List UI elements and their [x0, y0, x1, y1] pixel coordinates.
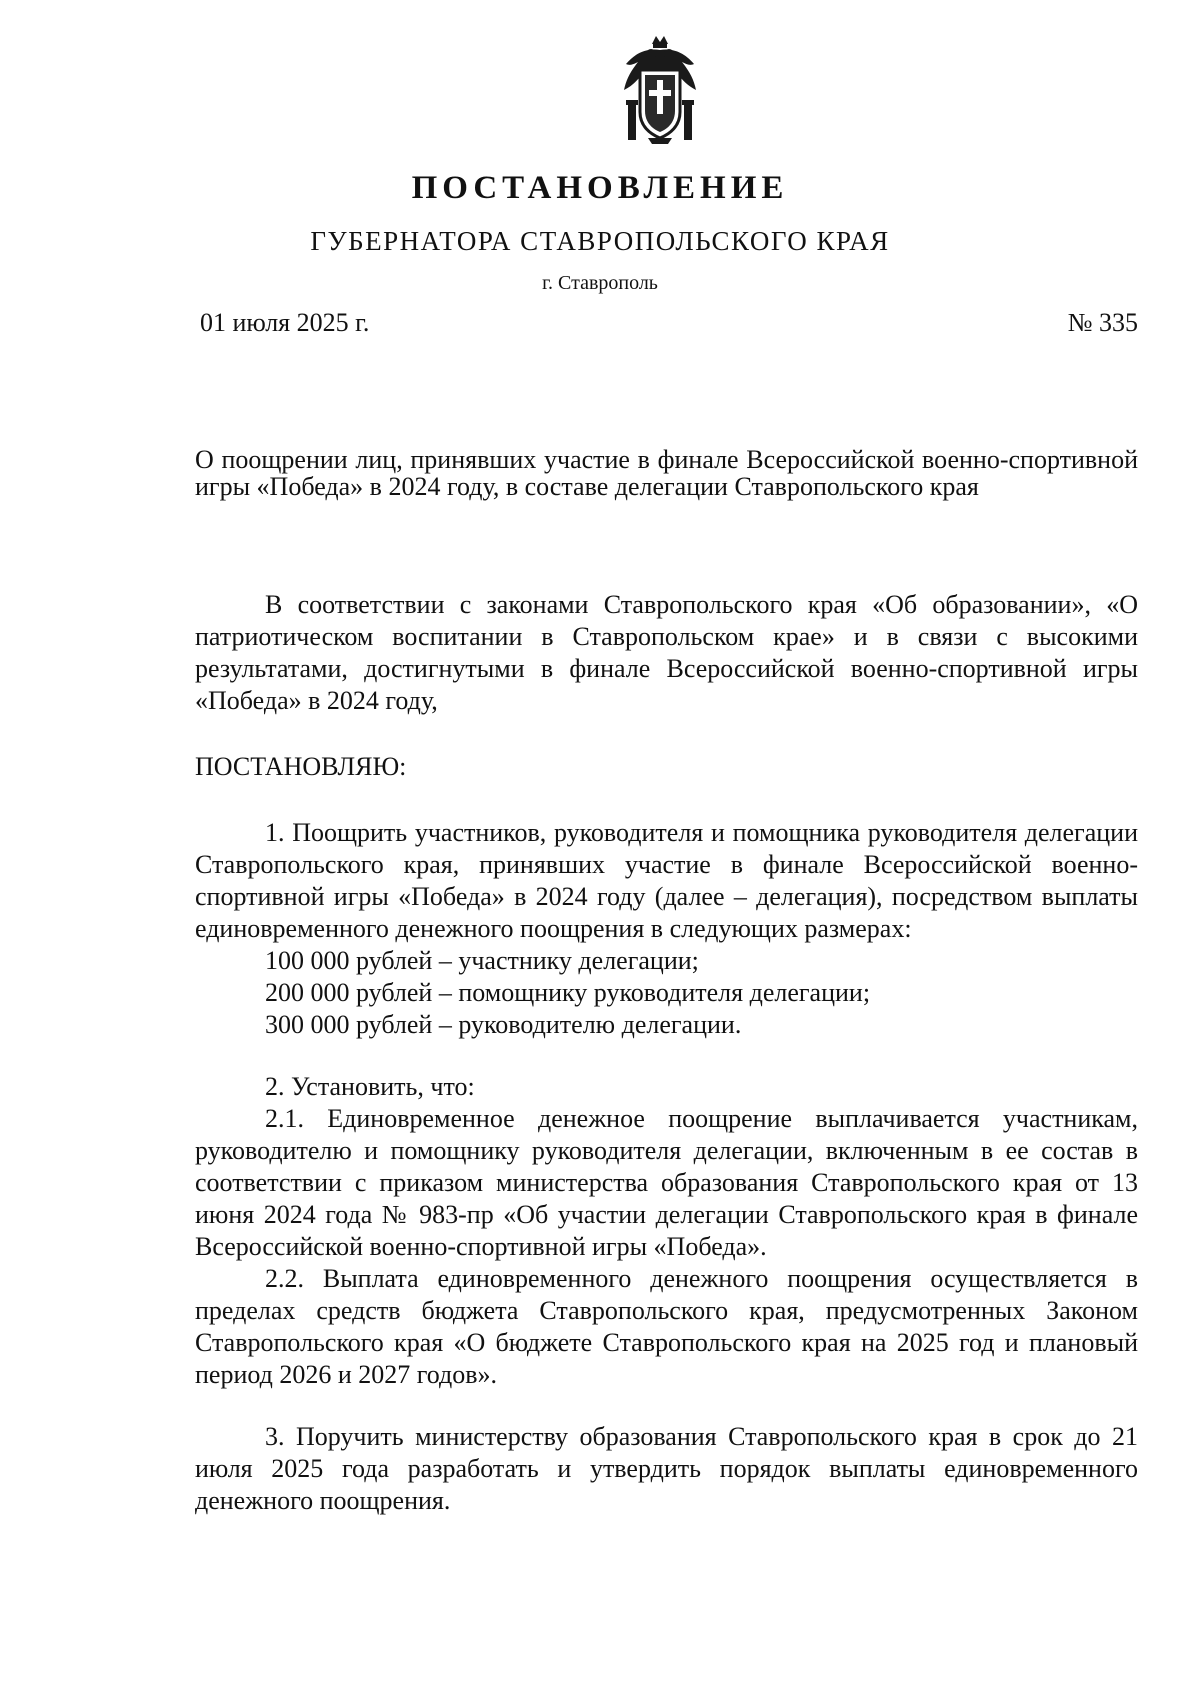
preamble-paragraph: В соответствии с законами Ставропольского края «Об образовании», «О патриотическом воспитании в Ставропольском крае» и в связи с высокими результатами, достигнутыми в финале Всероссийской военно-спортивной игры «Победа» в 2024 году,	[195, 590, 1138, 715]
document-issuer: ГУБЕРНАТОРА СТАВРОПОЛЬСКОГО КРАЯ	[310, 226, 890, 256]
item-2-2-paragraph: 2.2. Выплата единовременного денежного поощрения осуществляется в пределах средств бюджета Ставропольского края, предусмотренных Законом Ставропольского края «О бюджете Ставропольского края на 2025 год и плановый период 2026 и 2027 годов».	[195, 1264, 1138, 1389]
document-number: № 335	[1067, 308, 1138, 337]
item-2-paragraph: 2. Установить, что:	[265, 1072, 475, 1101]
item-2-1-paragraph: 2.1. Единовременное денежное поощрение выплачивается участникам, руководителю и помощнику руководителя делегации, включенным в ее состав в соответствии с приказом министерства образования Ставропольского края от 13 июня 2024 года № 983-пр «Об участии делегации Ставропольского края в финале Всероссийской военно-спортивной игры «Победа».	[195, 1104, 1138, 1261]
document-date: 01 июля 2025 г.	[200, 308, 370, 337]
document-city: г. Ставрополь	[542, 272, 658, 294]
amount-line: 100 000 рублей – участнику делегации;	[265, 946, 699, 975]
document-subject: О поощрении лиц, принявших участие в финале Всероссийской военно-спортивной игры «Победа» в 2024 году, в составе делегации Ставропольского края	[195, 445, 1138, 501]
decree-word: ПОСТАНОВЛЯЮ:	[195, 752, 407, 781]
document-body	[195, 589, 1138, 1517]
item-1-paragraph: 1. Поощрить участников, руководителя и помощника руководителя делегации Ставропольского края, принявших участие в финале Всероссийской военно-спортивной игры «Победа» в 2024 году (далее – делегация), посредством выплаты единовременного денежного поощрения в следующих размерах:	[195, 818, 1138, 943]
amount-line: 300 000 рублей – руководителю делегации.	[265, 1010, 742, 1039]
coat-of-arms-icon	[618, 34, 702, 146]
amount-line: 200 000 рублей – помощнику руководителя делегации;	[265, 978, 871, 1007]
document-heading: ПОСТАНОВЛЕНИЕ	[411, 170, 789, 206]
item-3-paragraph: 3. Поручить министерству образования Ставропольского края в срок до 21 июля 2025 года разработать и утвердить порядок выплаты единовременного денежного поощрения.	[195, 1422, 1138, 1515]
